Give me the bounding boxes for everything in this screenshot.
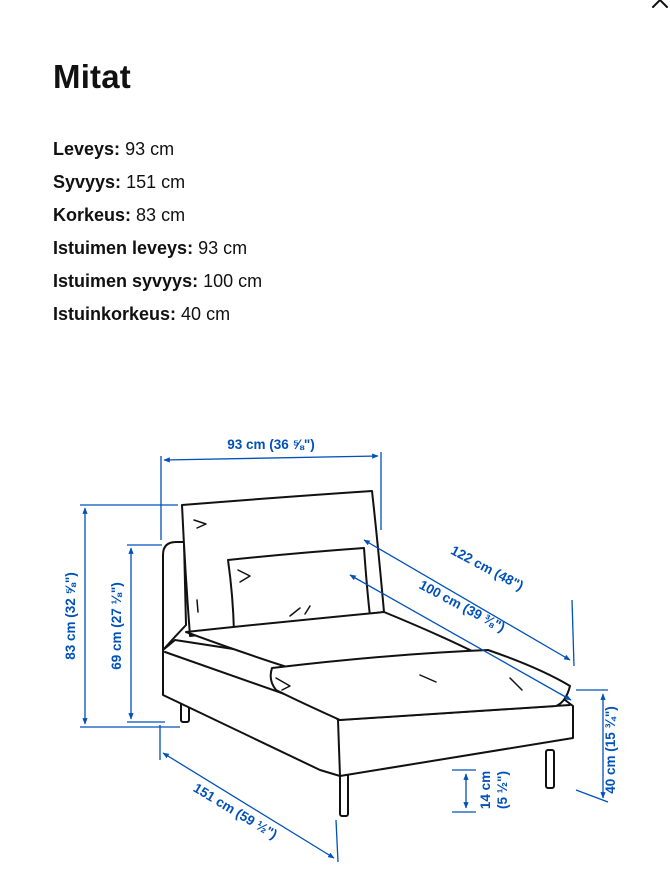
measurement-label: Leveys: xyxy=(53,139,121,159)
measurements-list xyxy=(53,133,262,331)
dimension-diagram xyxy=(0,400,670,883)
page-title: Mitat xyxy=(53,58,131,95)
measurement-seat-height xyxy=(53,298,262,331)
measurement-label: Syvyys: xyxy=(53,172,122,192)
measurement-value: 83 cm xyxy=(136,205,186,225)
dim-width-label: 93 cm (36 ⅝") xyxy=(227,437,315,452)
side-panel xyxy=(163,542,186,650)
dim-back-depth-label: 122 cm (48") xyxy=(448,542,526,594)
measurement-label: Istuimen syvyys: xyxy=(53,271,199,291)
measurement-value: 93 cm xyxy=(198,238,248,258)
measurement-label: Istuinkorkeus: xyxy=(53,304,177,324)
measurement-value: 40 cm xyxy=(181,304,231,324)
measurement-depth xyxy=(53,166,262,199)
dim-leg-height-cm-label: 14 cm xyxy=(478,770,493,810)
dim-leg-height-in-label: (5 ½") xyxy=(495,771,510,809)
measurement-value: 151 cm xyxy=(126,172,186,192)
measurement-height xyxy=(53,199,262,232)
dim-total-height-label: 83 cm (32 ⅝") xyxy=(63,572,78,660)
measurement-value: 93 cm xyxy=(125,139,175,159)
measurement-seat-depth xyxy=(53,265,262,298)
close-button[interactable] xyxy=(648,0,670,12)
dim-seat-height-label: 40 cm (15 ¾") xyxy=(603,706,618,794)
measurement-seat-width xyxy=(53,232,262,265)
leg-front-right xyxy=(546,750,554,788)
measurement-value: 100 cm xyxy=(203,271,263,291)
measurement-label: Korkeus: xyxy=(53,205,132,225)
leg-front-left xyxy=(340,770,348,816)
chaise-longue-drawing xyxy=(163,491,573,816)
dim-seat-depth-label: 100 cm (39 ⅜") xyxy=(416,577,508,635)
close-icon xyxy=(648,0,670,12)
dim-total-depth-label: 151 cm (59 ½") xyxy=(190,780,280,843)
measurement-label: Istuimen leveys: xyxy=(53,238,194,258)
dim-back-height-label: 69 cm (27 ⅛") xyxy=(109,582,124,670)
measurement-width xyxy=(53,133,262,166)
